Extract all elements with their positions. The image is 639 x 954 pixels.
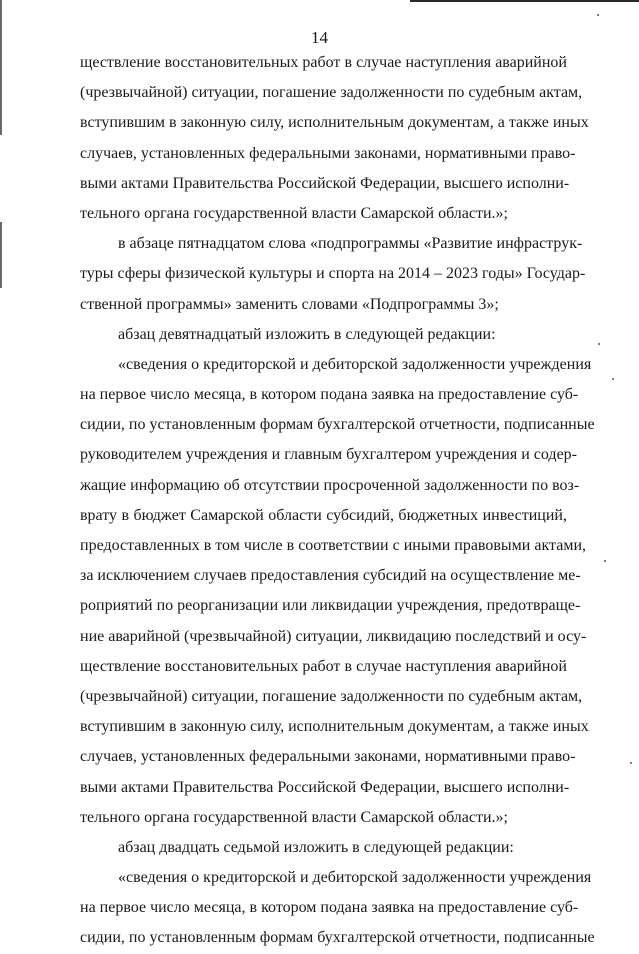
text-line: сидии, по установленным формам бухгалтерской отчетности, подписанные: [80, 929, 595, 947]
scan-speck: [630, 762, 632, 764]
text-line: сидии, по установленным формам бухгалтерской отчетности, подписанные: [80, 416, 595, 434]
scan-speck: [612, 378, 614, 380]
text-line: вступившим в законную силу, исполнительным документам, а также иных: [80, 114, 589, 132]
scan-border-top: [410, 0, 639, 2]
text-line: (чрезвычайной) ситуации, погашение задолженности по судебным актам,: [80, 687, 583, 705]
text-line: жащие информацию об отсутствии просроченной задолженности по воз-: [80, 476, 580, 494]
text-line: выми актами Правительства Российской Федерации, высшего исполни-: [80, 778, 570, 796]
text-line: в абзаце пятнадцатом слова «подпрограммы «Развитие инфраструк-: [118, 235, 583, 253]
paragraph: [80, 229, 586, 320]
paragraph: [80, 350, 595, 833]
text-line: ществление восстановительных работ в случае наступления аварийной: [80, 657, 567, 675]
text-line: случаев, установленных федеральными законами, нормативными право-: [80, 748, 576, 766]
text-line: на первое число месяца, в котором подана заявка на предоставление суб-: [80, 386, 579, 404]
paragraph: [80, 320, 567, 350]
paragraph: [80, 833, 567, 863]
text-line: выми актами Правительства Российской Федерации, высшего исполни-: [80, 174, 570, 192]
text-line: вступившим в законную силу, исполнительным документам, а также иных: [80, 718, 589, 736]
text-line: «сведения о кредиторской и дебиторской задолженности учреждения: [118, 869, 592, 887]
text-line: случаев, установленных федеральными законами, нормативными право-: [80, 144, 576, 162]
page-number: 14: [311, 28, 328, 47]
scan-border-left: [0, 0, 2, 135]
paragraph: [80, 48, 589, 229]
text-line: роприятий по реорганизации или ликвидации учреждения, предотвраще-: [80, 597, 581, 615]
text-line: тельного органа государственной власти Самарской области.»;: [80, 204, 508, 222]
text-line: ществление восстановительных работ в случае наступления аварийной: [80, 54, 567, 71]
text-line: (чрезвычайной) ситуации, погашение задолженности по судебным актам,: [80, 84, 583, 102]
text-line: врату в бюджет Самарской области субсидий, бюджетных инвестиций,: [80, 506, 567, 524]
scan-speck: [604, 560, 606, 562]
text-line: тельного органа государственной власти Самарской области.»;: [80, 808, 508, 826]
text-line: абзац двадцать седьмой изложить в следующей редакции:: [118, 838, 514, 856]
paragraph: [80, 863, 595, 954]
text-line: за исключением случаев предоставления субсидий на осуществление ме-: [80, 567, 581, 585]
text-line: руководителем учреждения и главным бухгалтером учреждения и содер-: [80, 446, 577, 464]
text-line: на первое число месяца, в котором подана заявка на предоставление суб-: [80, 899, 579, 917]
text-line: ственной программы» заменить словами «Подпрограммы 3»;: [80, 295, 499, 313]
scan-speck: [598, 343, 600, 345]
text-line: ние аварийной (чрезвычайной) ситуации, ликвидацию последствий и осу-: [80, 627, 587, 645]
text-line: предоставленных в том числе в соответствии с иными правовыми актами,: [80, 537, 587, 554]
document-body: [80, 48, 595, 954]
text-line: туры сферы физической культуры и спорта на 2014 – 2023 годы» Государ-: [80, 265, 586, 283]
text-line: «сведения о кредиторской и дебиторской задолженности учреждения: [118, 355, 592, 373]
scan-speck: [597, 14, 599, 16]
scan-border-left: [0, 222, 2, 288]
text-line: абзац девятнадцатый изложить в следующей редакции:: [118, 325, 496, 343]
